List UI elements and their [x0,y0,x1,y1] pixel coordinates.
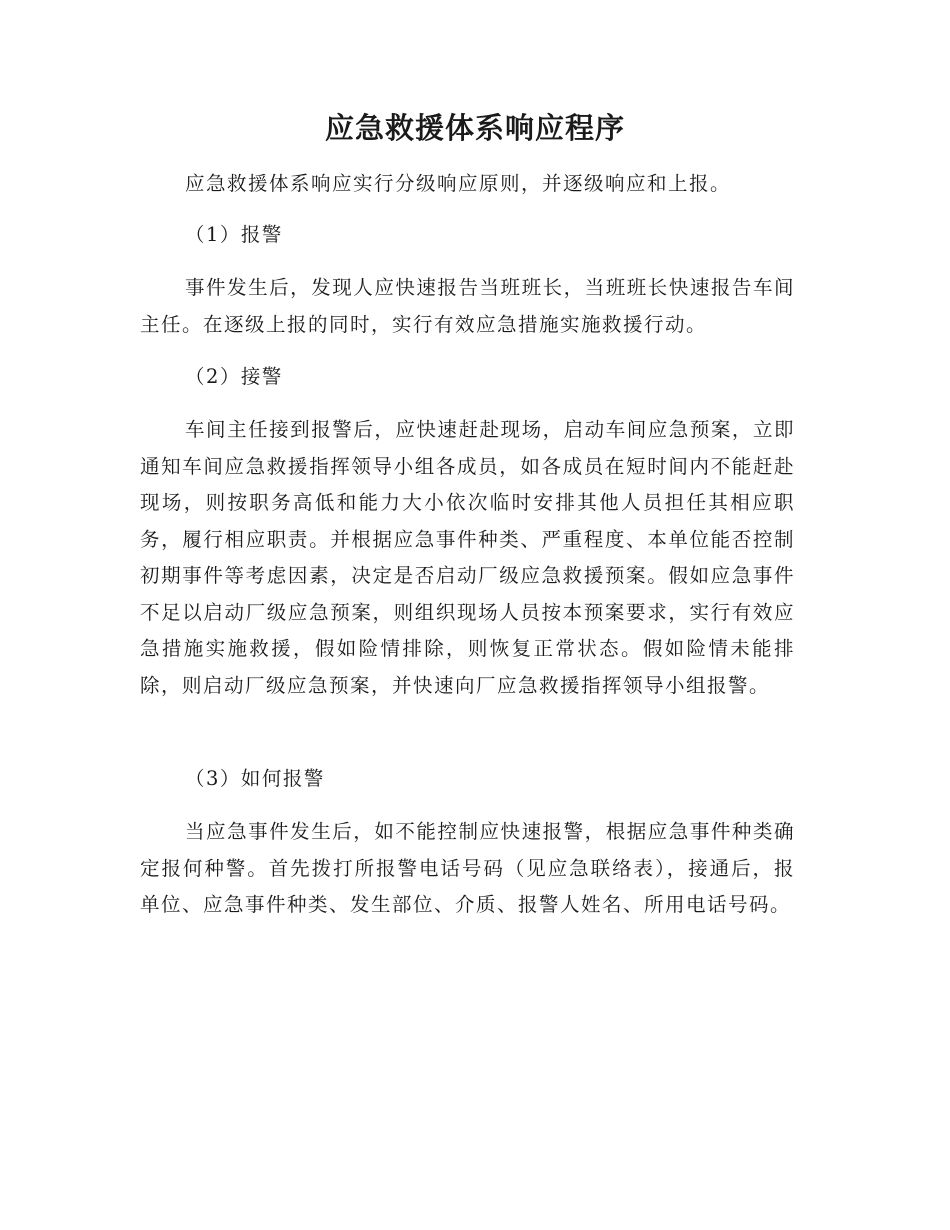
section-heading-alarm: （1）报警 [185,223,283,246]
section-body-receive-alarm: 车间主任接到报警后，应快速赶赴现场，启动车间应急预案，立即通知车间应急救援指挥领导小组各成员，如各成员在短时间内不能赶赴现场，则按职务高低和能力大小依次临时安排其他人员担任其相应职务，履行相应职责。并根据应急事件种类、严重程度、本单位能否控制初期事件等考虑因素，决定是否启动厂级应急救援预案。假如应急事件不足以启动厂级应急预案，则组织现场人员按本预案要求，实行有效应急措施实施救援，假如险情排除，则恢复正常状态。假如险情未能排除，则启动厂级应急预案，并快速向厂应急救援指挥领导小组报警。 [140,418,795,697]
document-title: 应急救援体系响应程序 [324,111,625,145]
section-body-alarm: 事件发生后，发现人应快速报告当班班长，当班班长快速报告车间主任。在逐级上报的同时，实行有效应急措施实施救援行动。 [140,276,795,336]
section-body-how-to-alarm: 当应急事件发生后，如不能控制应快速报警，根据应急事件种类确定报何种警。首先拨打所报警电话号码（见应急联络表），接通后，报单位、应急事件种类、发生部位、介质、报警人姓名、所用电话号码。 [140,820,795,916]
section-heading-receive-alarm: （2）接警 [185,365,283,388]
section-heading-how-to-alarm: （3）如何报警 [185,767,325,790]
intro-paragraph: 应急救援体系响应实行分级响应原则，并逐级响应和上报。 [185,172,732,195]
